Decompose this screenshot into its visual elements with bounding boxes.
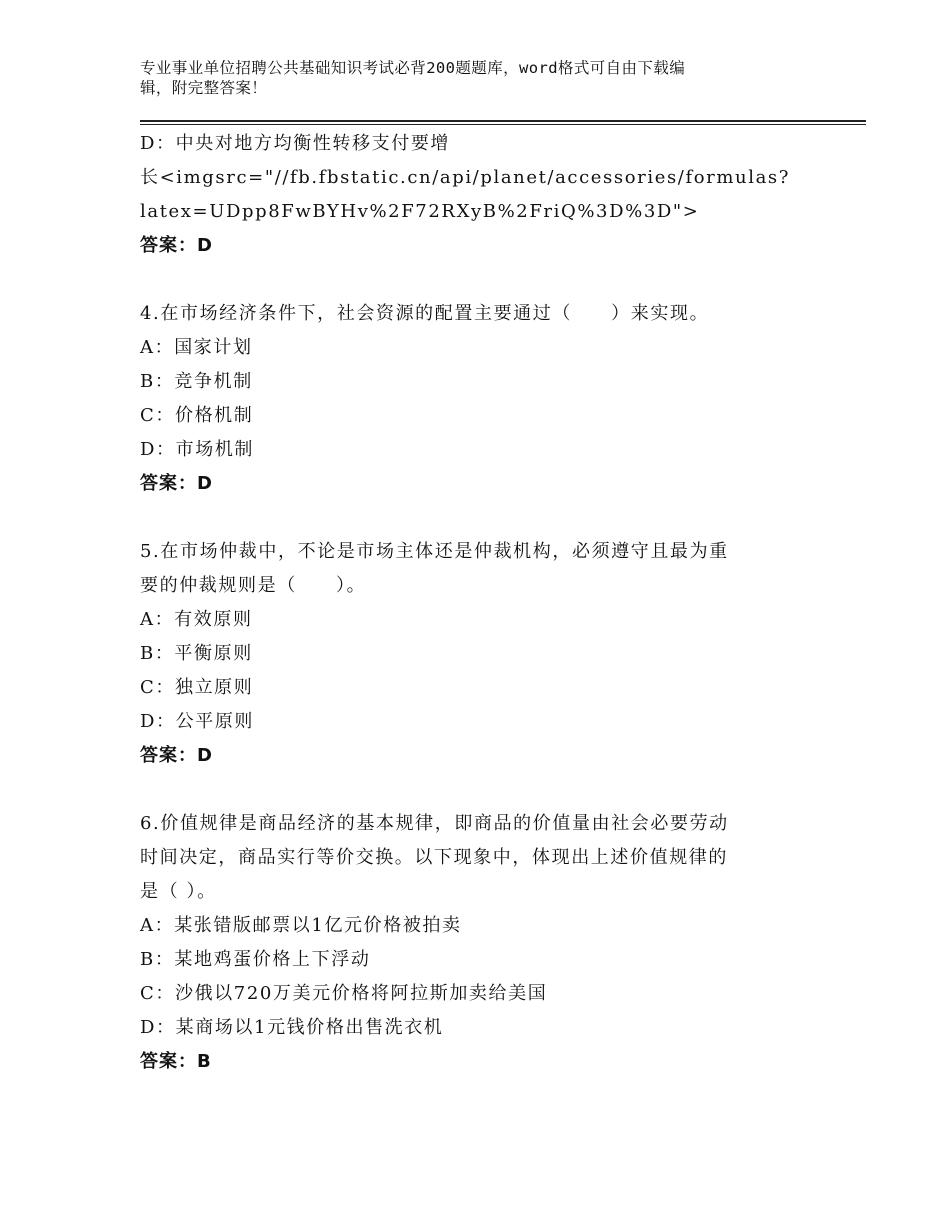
spacer bbox=[140, 263, 820, 297]
q4-stem: 4.在市场经济条件下，社会资源的配置主要通过（ ）来实现。 bbox=[140, 303, 710, 324]
header-divider-thin bbox=[140, 124, 866, 125]
q6-stem-line-1: 6.价值规律是商品经济的基本规律，即商品的价值量由社会必要劳动 bbox=[140, 813, 729, 834]
q4-option-c: C：价格机制 bbox=[140, 405, 254, 426]
q5-option-a: A：有效原则 bbox=[140, 609, 253, 630]
question-4 bbox=[140, 297, 820, 501]
q6-answer: 答案：B bbox=[140, 1051, 212, 1072]
header-note-line-2: 辑，附完整答案！ bbox=[140, 79, 268, 97]
q5-stem-line-1: 5.在市场仲裁中，不论是市场主体还是仲裁机构，必须遵守且最为重 bbox=[140, 541, 729, 562]
q3-option-d-line-2: 长<imgsrc="//fb.fbstatic.cn/api/planet/accessories/formulas? bbox=[140, 167, 791, 188]
q6-option-b: B：某地鸡蛋价格上下浮动 bbox=[140, 949, 371, 970]
q6-option-a: A：某张错版邮票以1亿元价格被拍卖 bbox=[140, 915, 462, 936]
question-6 bbox=[140, 807, 820, 1079]
question-5 bbox=[140, 535, 820, 773]
q5-option-b: B：平衡原则 bbox=[140, 643, 253, 664]
q4-option-a: A：国家计划 bbox=[140, 337, 253, 358]
spacer bbox=[140, 501, 820, 535]
header-note-line-1: 专业事业单位招聘公共基础知识考试必背200题题库，word格式可自由下载编 bbox=[140, 59, 686, 77]
q4-option-d: D：市场机制 bbox=[140, 439, 255, 460]
q5-answer: 答案：D bbox=[140, 745, 213, 766]
header-divider-thick bbox=[140, 120, 866, 122]
q5-option-c: C：独立原则 bbox=[140, 677, 254, 698]
q5-stem-line-2: 要的仲裁规则是（ ）。 bbox=[140, 575, 367, 596]
q6-option-c: C：沙俄以720万美元价格将阿拉斯加卖给美国 bbox=[140, 983, 548, 1004]
q3-option-d-line-1: D：中央对地方均衡性转移支付要增 bbox=[140, 133, 451, 154]
question-3-tail bbox=[140, 127, 820, 263]
q6-stem-line-3: 是（ ）。 bbox=[140, 881, 217, 902]
question-list bbox=[140, 127, 820, 1079]
q6-option-d: D：某商场以1元钱价格出售洗衣机 bbox=[140, 1017, 444, 1038]
q5-option-d: D：公平原则 bbox=[140, 711, 255, 732]
document-header-note bbox=[140, 58, 820, 98]
q4-option-b: B：竞争机制 bbox=[140, 371, 253, 392]
q3-answer: 答案：D bbox=[140, 235, 213, 256]
spacer bbox=[140, 773, 820, 807]
q3-option-d-line-3: latex=UDpp8FwBYHv%2F72RXyB%2FriQ%3D%3D"> bbox=[140, 201, 700, 222]
q4-answer: 答案：D bbox=[140, 473, 213, 494]
q6-stem-line-2: 时间决定，商品实行等价交换。以下现象中，体现出上述价值规律的 bbox=[140, 847, 728, 868]
